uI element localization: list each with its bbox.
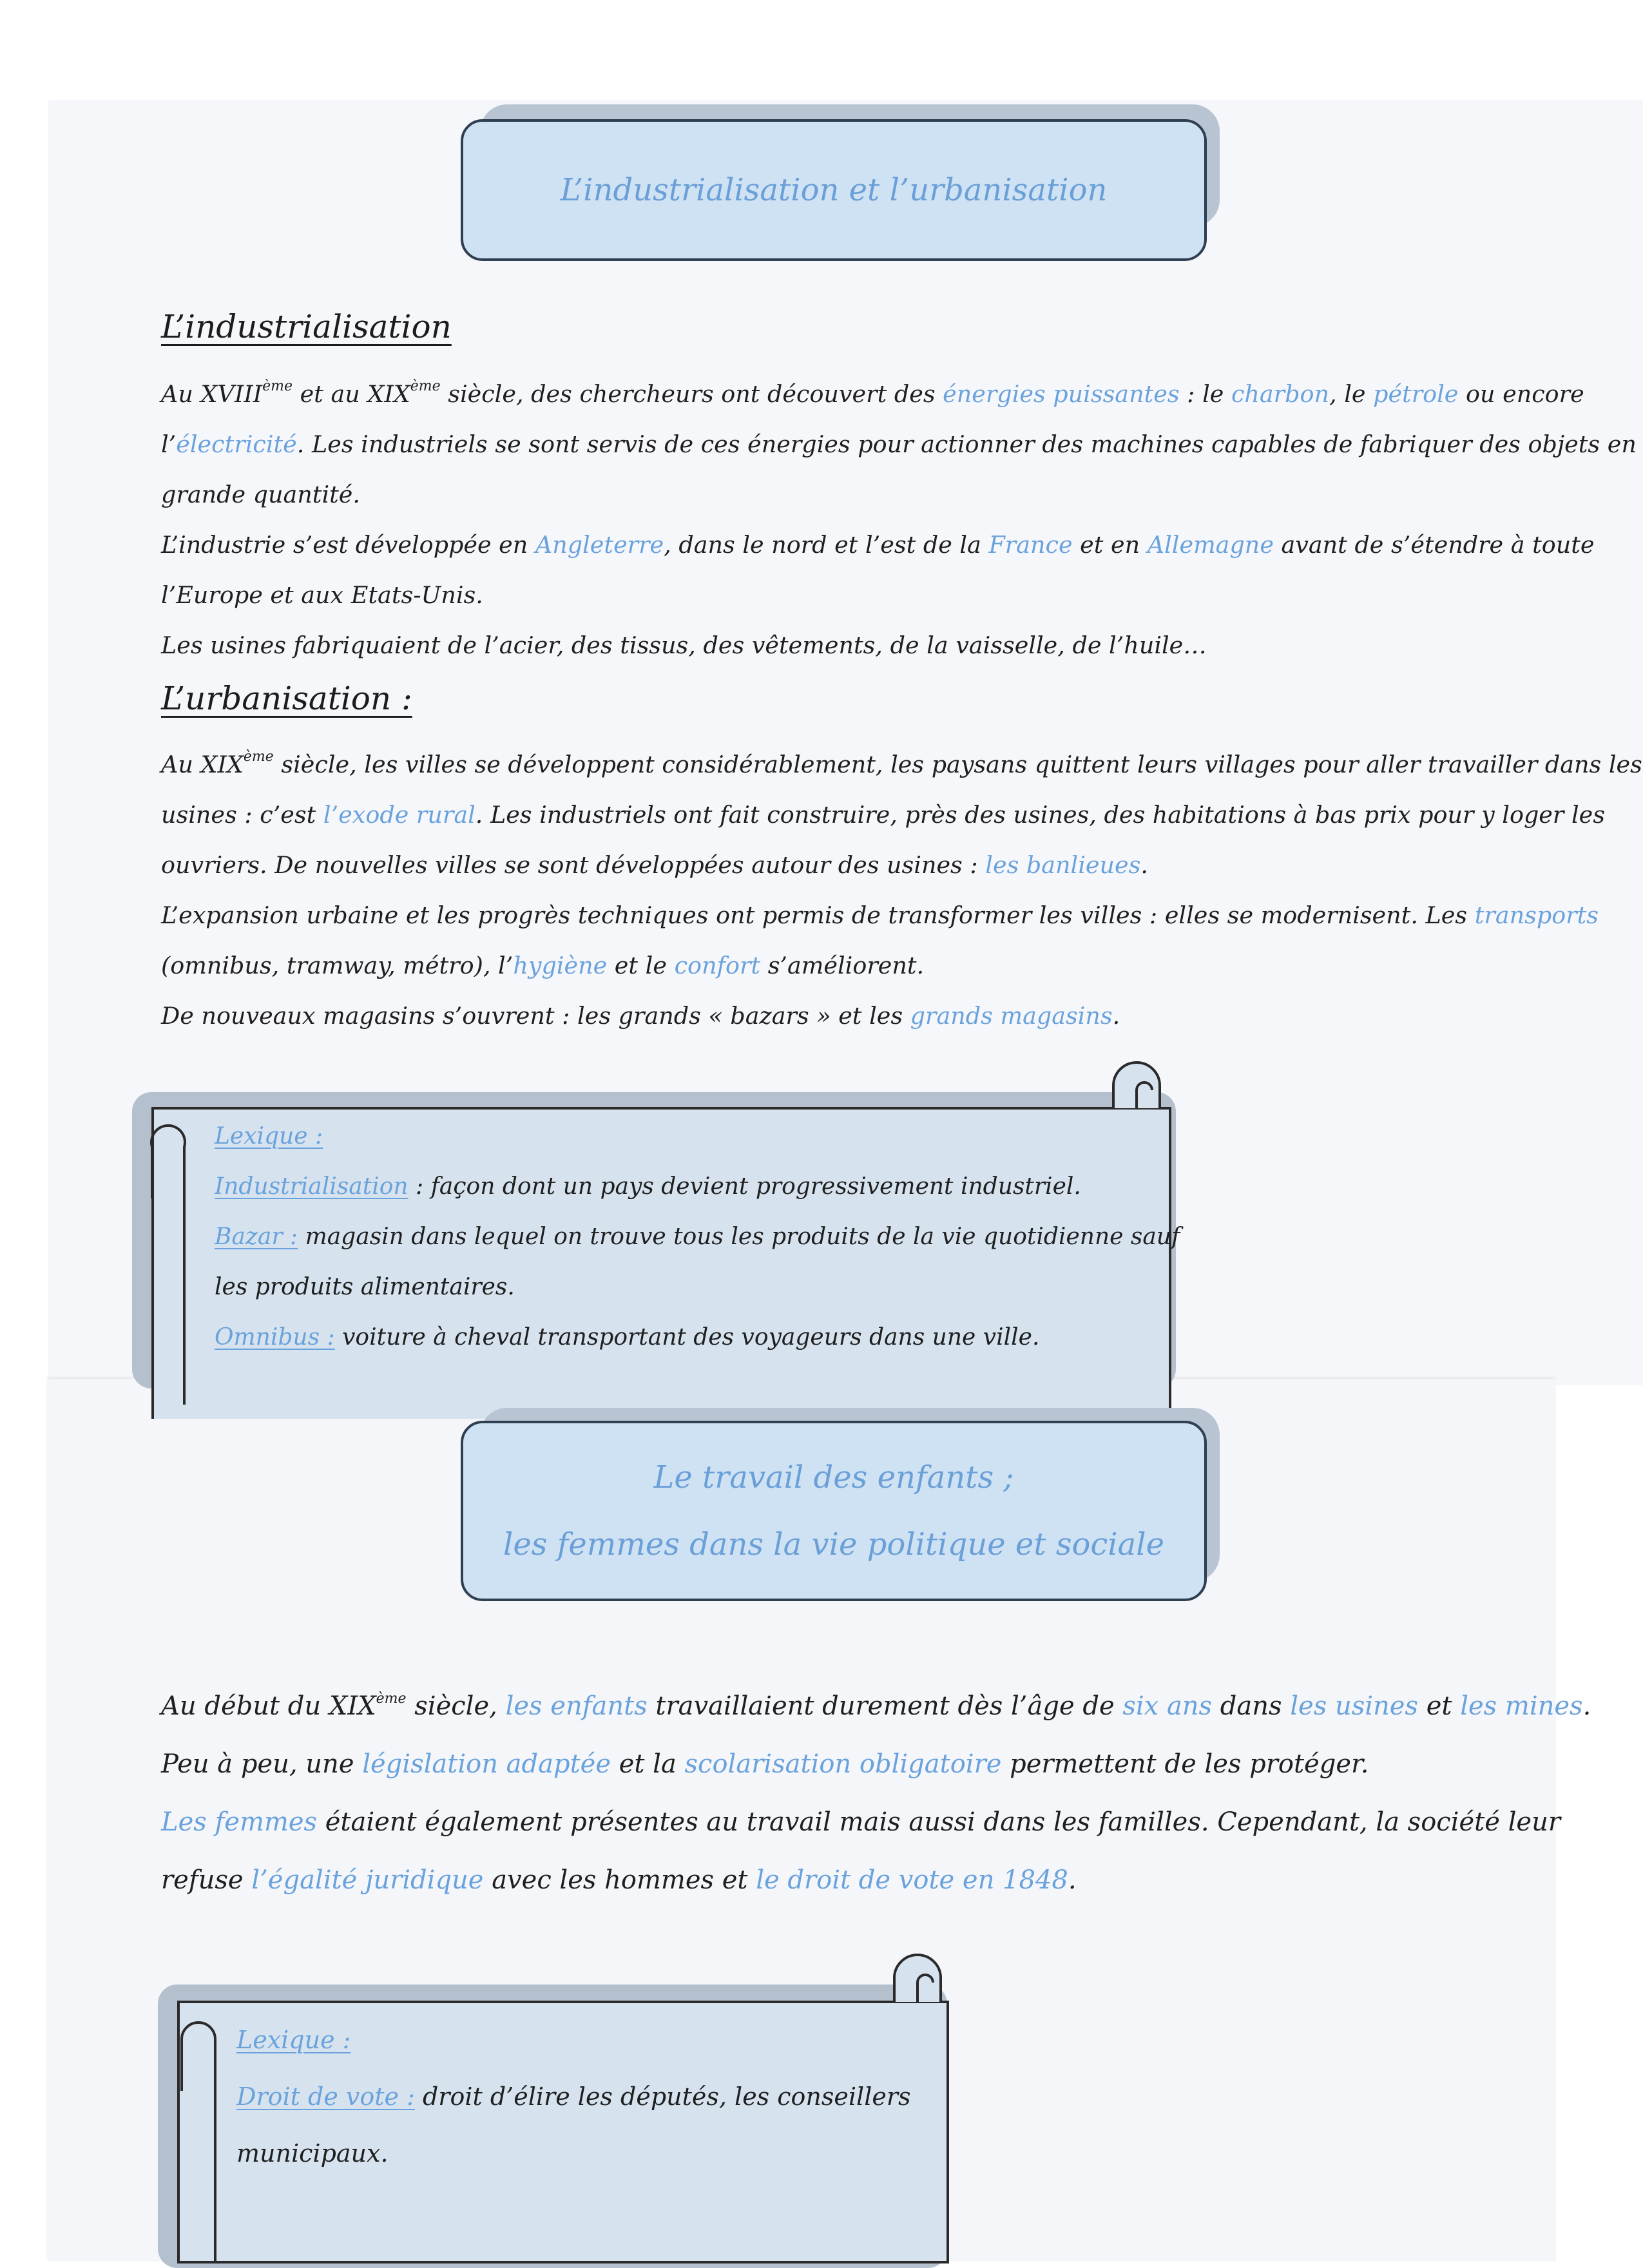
s2-line-4: refuse l’égalité juridique avec les hommes et le droit de vote en 1848. xyxy=(161,1865,1077,1895)
lexique2-scroll-curl-left xyxy=(173,1994,231,2262)
lexique1-item-industrialisation: Industrialisation : façon dont un pays devient progressivement industriel. xyxy=(215,1173,1081,1200)
urb-line-1: Au XIXème siècle, les villes se développent considérablement, les paysans quittent leurs villages pour aller travailler dans les xyxy=(161,749,1642,778)
lexique2-title: Lexique : xyxy=(236,2026,351,2054)
urb-line-4: L’expansion urbaine et les progrès techniques ont permis de transformer les villes : elles se modernisent. Les transports xyxy=(161,901,1599,929)
ind-line-3: grande quantité. xyxy=(161,481,361,508)
ind-line-2: l’électricité. Les industriels se sont servis de ces énergies pour actionner des machines capables de fabriquer des objets en xyxy=(161,430,1637,458)
section1-title: L’industrialisation et l’urbanisation xyxy=(560,172,1108,208)
lexique1-scroll-curl-right xyxy=(1107,1057,1178,1115)
ind-line-1: Au XVIIIème et au XIXème siècle, des chercheurs ont découvert des énergies puissantes : le charbon, le pétrole ou encore xyxy=(161,378,1584,408)
lexique1-item-bazar: Bazar : magasin dans lequel on trouve tous les produits de la vie quotidienne sauf xyxy=(215,1224,1180,1250)
section1-title-box xyxy=(461,119,1207,261)
section2-title-line-1: Le travail des enfants ; xyxy=(653,1459,1014,1495)
lexique1-scroll-curl-left xyxy=(147,1102,205,1405)
lexique1-text xyxy=(215,1111,1180,1363)
ind-line-4: L’industrie s’est développée en Angleterre, dans le nord et l’est de la France et en Allemagne avant de s’étendre à toute xyxy=(161,531,1595,559)
s2-line-2: Peu à peu, une législation adaptée et la scolarisation obligatoire permettent de les protéger. xyxy=(161,1749,1369,1779)
lexique1-title: Lexique : xyxy=(215,1123,323,1149)
urbanisation-heading: L’urbanisation : xyxy=(161,680,412,717)
ind-line-6: Les usines fabriquaient de l’acier, des tissus, des vêtements, de la vaisselle, de l’huile… xyxy=(161,631,1207,659)
lexique1-item-bazar-cont: les produits alimentaires. xyxy=(215,1274,515,1300)
industrialisation-heading: L’industrialisation xyxy=(161,308,452,345)
urb-line-3: ouvriers. De nouvelles villes se sont développées autour des usines : les banlieues. xyxy=(161,851,1148,879)
urb-line-6: De nouveaux magasins s’ouvrent : les grands « bazars » et les grands magasins. xyxy=(161,1002,1120,1030)
lexique2-text xyxy=(236,2012,911,2182)
s2-line-1: Au début du XIXème siècle, les enfants travaillaient durement dès l’âge de six ans dans les usines et les mines. xyxy=(161,1691,1591,1721)
urb-line-2: usines : c’est l’exode rural. Les industriels ont fait construire, près des usines, des habitations à bas prix pour y loger les xyxy=(161,801,1605,829)
urbanisation-paragraph xyxy=(161,740,1642,1041)
lexique1-item-omnibus: Omnibus : voiture à cheval transportant des voyageurs dans une ville. xyxy=(215,1324,1040,1350)
industrialisation-paragraph xyxy=(161,369,1637,671)
urb-line-5: (omnibus, tramway, métro), l’hygiène et le confort s’améliorent. xyxy=(161,952,925,979)
section2-title-line-2: les femmes dans la vie politique et sociale xyxy=(503,1526,1165,1562)
ind-line-5: l’Europe et aux Etats-Unis. xyxy=(161,581,483,609)
lexique2-item-cont: municipaux. xyxy=(236,2139,389,2167)
s2-line-3: Les femmes étaient également présentes au travail mais aussi dans les familles. Cependant, la société leur xyxy=(161,1807,1561,1837)
lexique2-item-droit-de-vote: Droit de vote : droit d’élire les députés, les conseillers xyxy=(236,2082,911,2111)
lexique2-scroll-curl-right xyxy=(888,1949,959,2007)
section2-title-box xyxy=(461,1421,1207,1601)
section2-paragraph xyxy=(161,1677,1591,1909)
